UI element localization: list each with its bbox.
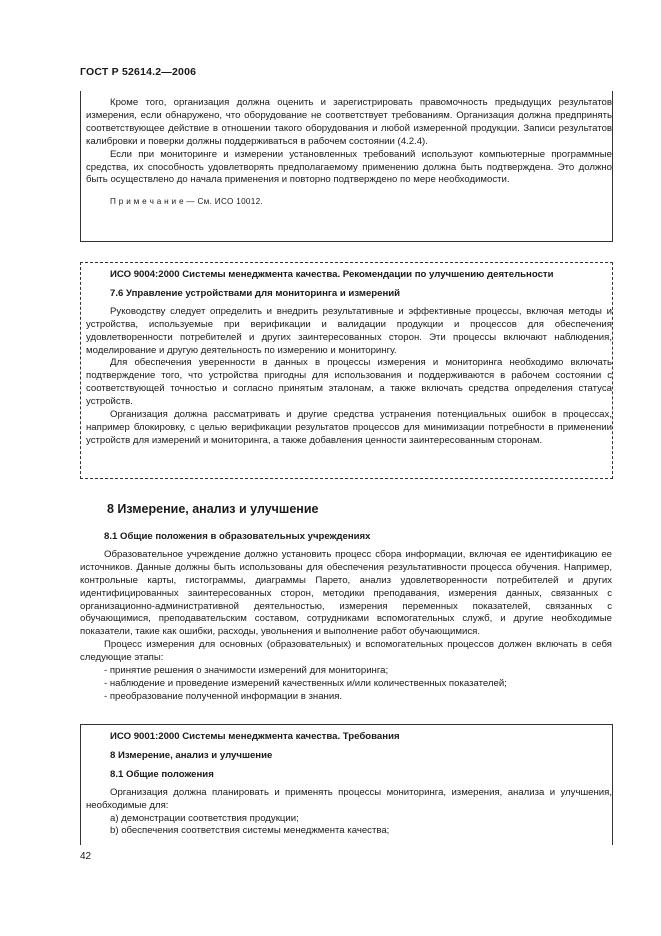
iso9004-subtitle: 7.6 Управление устройствами для мониторинга и измерений <box>110 287 401 299</box>
box1-paragraph-1: Кроме того, организация должна оценить и зарегистрировать правомочность предыдущих результатов измерения, если обнаружено, что оборудование не соответствует требованиям. Организация должна предпринять соответствующее действие в отношении такого оборудования и любой измеренной продукции. Записи результатов калибровки и поверки должны поддерживаться в рабочем состоянии (4.2.4). <box>86 97 612 147</box>
box3-content <box>86 731 612 838</box>
box1-content <box>86 97 612 209</box>
section-8-paragraph-2: Процесс измерения для основных (образовательных) и вспомогательных процессов должен включать в себя следующие этапы: <box>80 639 612 664</box>
list-item: b) обеспечения соответствия системы менеджмента качества; <box>110 825 390 837</box>
iso9001-heading-8: 8 Измерение, анализ и улучшение <box>110 749 273 761</box>
box2-content <box>86 269 612 448</box>
iso9001-title: ИСО 9001:2000 Системы менеджмента качества. Требования <box>110 731 400 742</box>
iso9001-heading-8-1: 8.1 Общие положения <box>110 768 214 780</box>
box1-paragraph-2: Если при мониторинге и измерении установленных требований используют компьютерные программные средства, их способность удовлетворять предполагаемому применению должна быть подтверждена. Это должно быть осуществлено до начала применения и повторно подтверждено по мере необходимости. <box>86 148 612 186</box>
section-8-body <box>80 531 612 704</box>
box2-paragraph-2: Для обеспечения уверенности в данных в процессы измерения и мониторинга необходимо включать подтверждение того, что устройства пригодны для использования и поддерживаются в рабочем состоянии с соответствующей точностью и согласно принятым эталонам, а также включать средства определения статуса устройств. <box>86 357 612 408</box>
box2-paragraph-1: Руководству следует определить и внедрить результативные и эффективные процессы, включая методы и устройства, используемые при верификации и валидации продукции и процессов для обеспечения удовлетворенности потребителей и других заинтересованных сторон. Эти процессы включают наблюдения, моделирование и другую деятельность по измерению и мониторингу. <box>86 305 612 356</box>
list-item: - преобразование полученной информации в знания. <box>104 690 343 702</box>
list-item: - наблюдение и проведение измерений качественных и/или количественных показателей; <box>104 677 507 689</box>
section-8-1-heading: 8.1 Общие положения в образовательных учреждениях <box>104 531 371 542</box>
iso9004-title: ИСО 9004:2000 Системы менеджмента качества. Рекомендации по улучшению деятельности <box>110 269 554 280</box>
document-header: ГОСТ Р 52614.2—2006 <box>80 66 197 78</box>
box1-note: П р и м е ч а н и е — См. ИСО 10012. <box>110 197 264 207</box>
list-item: - принятие решения о значимости измерений для мониторинга; <box>104 665 389 677</box>
box2-paragraph-3: Организация должна рассматривать и другие средства устранения потенциальных ошибок в процессах, например блокировку, с целью верификации результатов процессов для минимизации потребности в применении устройств для измерений и мониторинга, а также добавления ценности заинтересованным сторонам. <box>86 409 612 446</box>
page-number: 42 <box>80 851 92 862</box>
box3-paragraph-1: Организация должна планировать и применять процессы мониторинга, измерения, анализа и улучшения, необходимые для: <box>86 786 612 811</box>
list-item: a) демонстрации соответствия продукции; <box>110 812 299 824</box>
section-8-heading: 8 Измерение, анализ и улучшение <box>107 502 319 516</box>
section-8-paragraph-1: Образовательное учреждение должно установить процесс сбора информации, включая ее идентификацию ее источников. Данные должны быть использованы для обеспечения результативности процесса обучения. Например, контрольные карты, гистограммы, диаграммы Парето, анализ удовлетворенности потребителей и других идентифицированных заинтересованных сторон, методики преподавания, измерения данных, связанных с организационно-административной деятельностью, измерения переменных показателей, связанных с обучающимися, преподавательским составом, сотрудниками вспомогательных служб, и другие необходимые показатели, такие как ошибки, расходы, увольнения и выполнение работ обучающимися. <box>80 548 612 638</box>
